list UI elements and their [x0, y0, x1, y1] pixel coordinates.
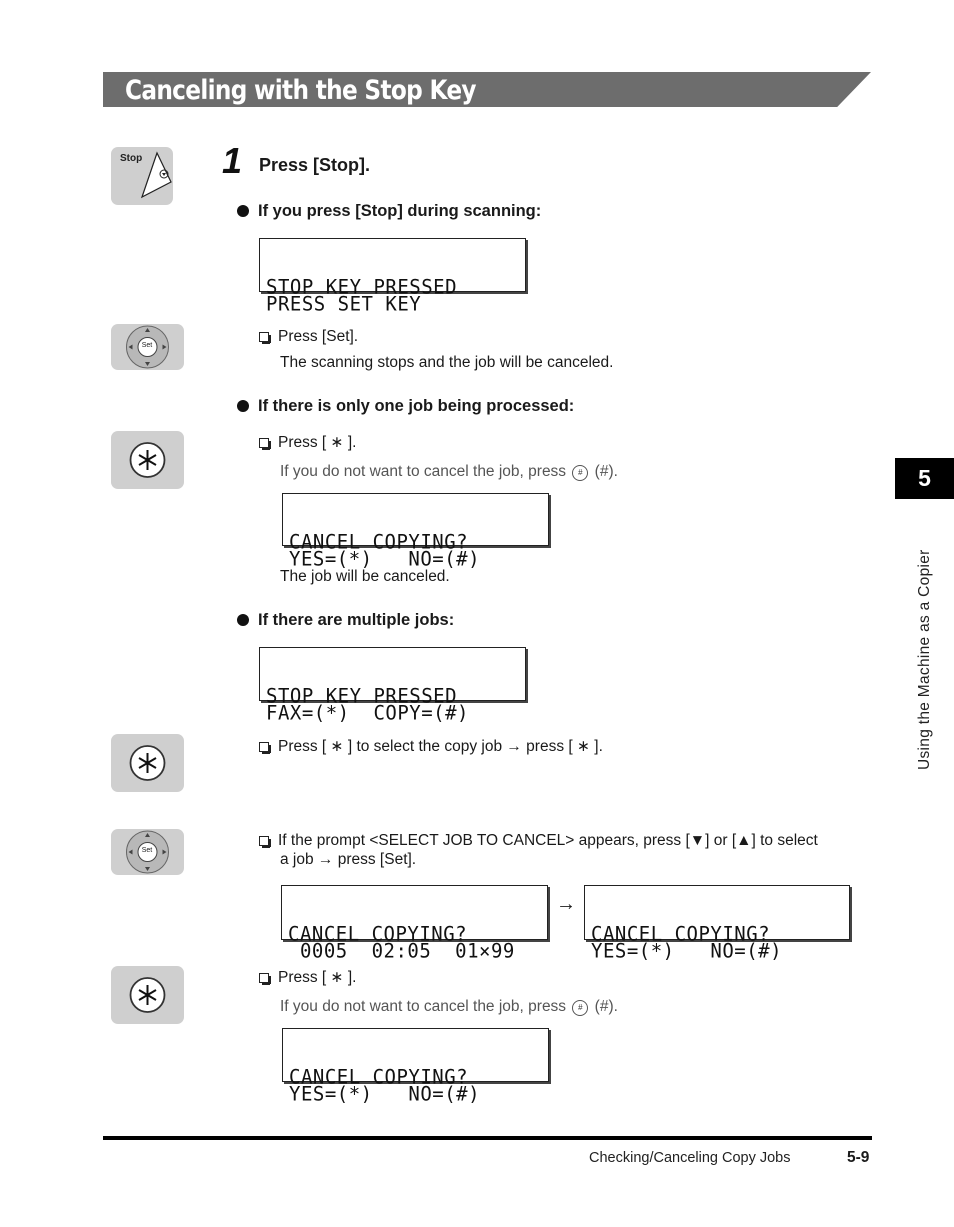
checkbox-icon: [259, 836, 269, 846]
footer-rule: [103, 1136, 872, 1140]
lcd-display-cancel-copying: CANCEL COPYING? YES=(*) NO=(#): [282, 493, 549, 546]
multiple-jobs-check-item-2: If the prompt <SELECT JOB TO CANCEL> appears, press [▼] or [▲] to select: [259, 830, 818, 851]
checkbox-icon: [259, 973, 269, 983]
step-title: Press [Stop].: [259, 155, 371, 175]
lcd-display-cancel-copying-3: CANCEL COPYING? YES=(*) NO=(#): [282, 1028, 549, 1082]
bullet-icon: [237, 205, 249, 217]
set-key-icon: [111, 324, 184, 370]
lcd-display-scanning: STOP KEY PRESSED PRESS SET KEY: [259, 238, 526, 292]
bullet-icon: [237, 400, 249, 412]
footer-title: Checking/Canceling Copy Jobs: [589, 1150, 791, 1166]
chapter-tab: 5: [895, 458, 954, 499]
one-job-heading: If there is only one job being processed:: [237, 397, 574, 416]
lcd-display-stop-key-fax-copy: STOP KEY PRESSED FAX=(*) COPY=(#): [259, 647, 526, 701]
multiple-jobs-check-item-1: Press [ ∗ ] to select the copy job → press [ ∗ ].: [259, 736, 603, 757]
checkbox-icon: [259, 438, 269, 448]
chapter-title-vertical: Using the Machine as a Copier: [916, 549, 933, 770]
asterisk-key-icon: [111, 734, 184, 792]
asterisk-key-icon: [111, 431, 184, 489]
one-job-check-item: Press [ ∗ ].: [259, 432, 356, 453]
arrow-right-icon: →: [556, 893, 576, 915]
checkbox-icon: [259, 742, 269, 752]
hash-key-icon: #: [572, 465, 588, 481]
bullet-icon: [237, 614, 249, 626]
scanning-heading: If you press [Stop] during scanning:: [237, 202, 541, 221]
lcd-display-cancel-copying-2: CANCEL COPYING? YES=(*) NO=(#): [584, 885, 850, 940]
multiple-jobs-check-item-3: Press [ ∗ ].: [259, 967, 356, 988]
one-job-note: If you do not want to cancel the job, press # (#).: [280, 463, 618, 480]
step-number: 1: [222, 140, 243, 181]
stop-key-icon: [111, 147, 173, 205]
lcd-display-job-select: CANCEL COPYING? 0005 02:05 01×99: [281, 885, 548, 940]
scanning-note: The scanning stops and the job will be canceled.: [280, 354, 614, 371]
asterisk-key-icon: [111, 966, 184, 1024]
scanning-check-item: Press [Set].: [259, 326, 358, 347]
set-key-label: Set: [141, 847, 153, 854]
set-key-label: Set: [141, 342, 153, 349]
multiple-jobs-check-item-2-cont: a job → press [Set].: [280, 851, 417, 868]
set-key-icon: [111, 829, 184, 875]
section-title: Canceling with the Stop Key: [125, 75, 476, 106]
one-job-result: The job will be canceled.: [280, 568, 450, 585]
stop-key-label: Stop: [120, 153, 143, 164]
page-number: 5-9: [847, 1149, 870, 1166]
hash-key-icon: #: [572, 1000, 588, 1016]
checkbox-icon: [259, 332, 269, 342]
multiple-jobs-note: If you do not want to cancel the job, press # (#).: [280, 998, 618, 1015]
multiple-jobs-heading: If there are multiple jobs:: [237, 611, 454, 630]
